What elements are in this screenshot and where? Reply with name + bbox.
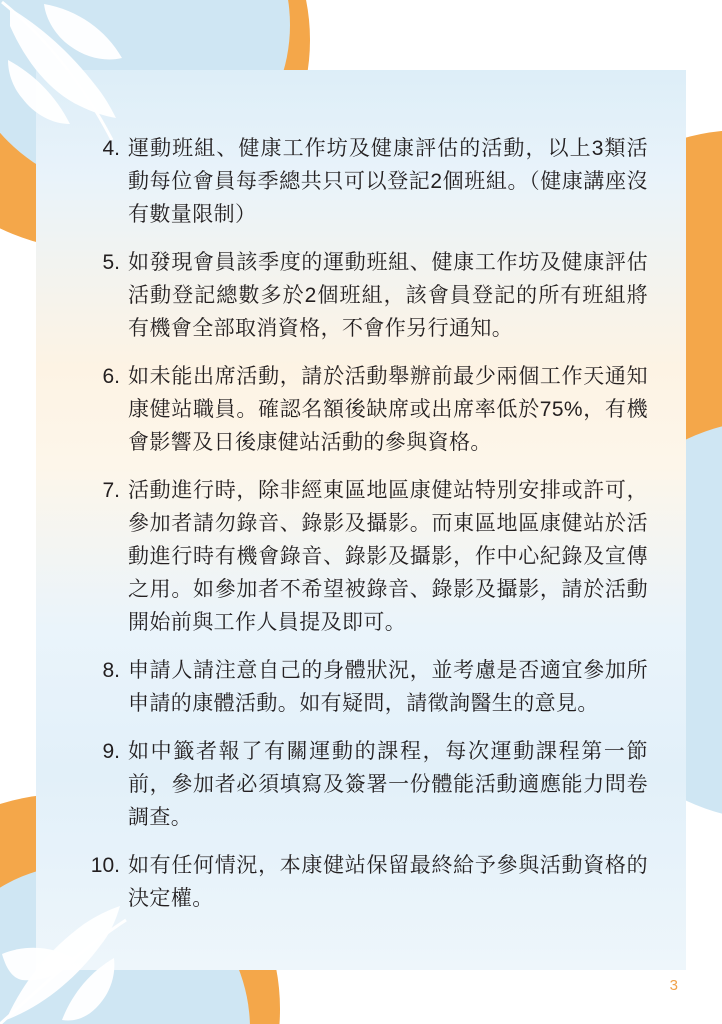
list-item-number: 6.: [102, 365, 120, 388]
list-item-text: 如有任何情況，本康健站保留最終給予參與活動資格的決定權。: [128, 854, 648, 910]
list-item-text: 如中籤者報了有關運動的課程，每次運動課程第一節前，參加者必須填寫及簽署一份體能活動適應能力問卷調查。: [128, 740, 648, 829]
terms-list: [78, 132, 648, 930]
list-item-number: 10.: [90, 854, 120, 877]
page-number: 3: [669, 977, 678, 994]
list-item: [78, 654, 648, 720]
list-item-text: 申請人請注意自己的身體狀況，並考慮是否適宜參加所申請的康體活動。如有疑問，請徵詢醫生的意見。: [128, 659, 648, 715]
list-item-text: 活動進行時，除非經東區地區康健站特別安排或許可，參加者請勿錄音、錄影及攝影。而東區地區康健站於活動進行時有機會錄音、錄影及攝影，作中心紀錄及宣傳之用。如參加者不希望被錄音、錄影及攝影，請於活動開始前與工作人員提及即可。: [128, 479, 648, 634]
list-item-text: 如發現會員該季度的運動班組、健康工作坊及健康評估活動登記總數多於2個班組，該會員登記的所有班組將有機會全部取消資格，不會作另行通知。: [128, 251, 648, 340]
list-item: [78, 246, 648, 345]
list-item: [78, 132, 648, 231]
list-item: [78, 735, 648, 834]
list-item-text: 運動班組、健康工作坊及健康評估的活動，以上3類活動每位會員每季總共只可以登記2個班組。（健康講座沒有數量限制）: [128, 137, 648, 226]
list-item-number: 7.: [102, 479, 120, 502]
list-item-number: 8.: [102, 659, 120, 682]
list-item-text: 如未能出席活動，請於活動舉辦前最少兩個工作天通知康健站職員。確認名額後缺席或出席率低於75%，有機會影響及日後康健站活動的參與資格。: [128, 365, 648, 454]
list-item: [78, 849, 648, 915]
list-item: [78, 360, 648, 459]
list-item-number: 9.: [102, 740, 120, 763]
list-item: [78, 474, 648, 639]
list-item-number: 4.: [102, 137, 120, 160]
list-item-number: 5.: [102, 251, 120, 274]
